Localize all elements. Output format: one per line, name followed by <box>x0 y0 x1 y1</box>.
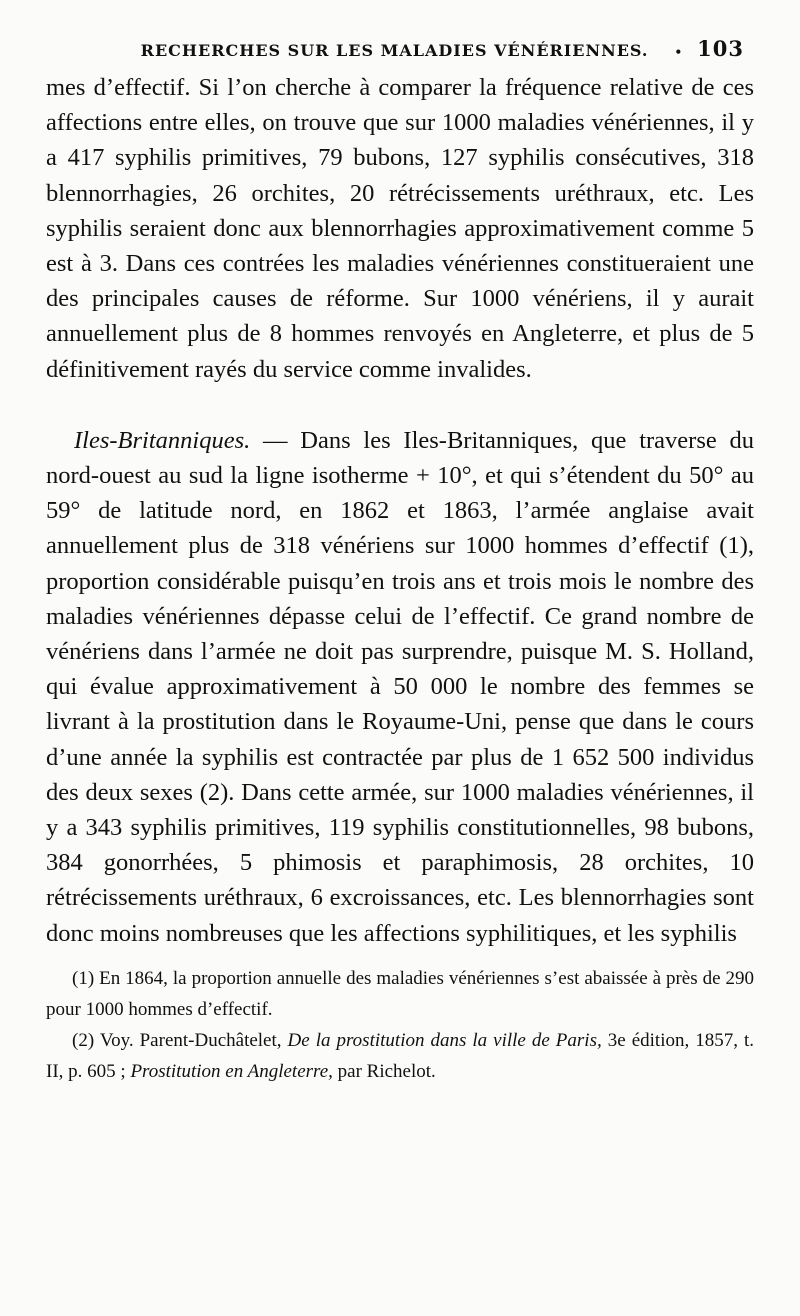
footnotes <box>46 963 754 1087</box>
page-number: 103 <box>697 36 744 61</box>
footnote-2-title-1: De la prostitution dans la ville de Paris, <box>287 1029 602 1051</box>
header-separator: • <box>674 45 684 59</box>
section-heading-iles-britanniques: Iles-Britanniques. <box>74 426 251 454</box>
paragraph-1: mes d’effectif. Si l’on cherche à comparer la fréquence relative de ces affections entre elles, on trouve que sur 1000 maladies vénériennes, il y a 417 syphilis primitives, 79 bubons, 127 syphilis consécutives, 318 blennorrhagies, 26 orchites, 20 rétrécissements uréthraux, etc. Les syphilis seraient donc aux blennorrhagies approximativement comme 5 est à 3. Dans ces contrées les maladies vénériennes constitueraient une des principales causes de réforme. Sur 1000 vénériens, il y aurait annuellement plus de 8 hommes renvoyés en Angleterre, et plus de 5 définitivement rayés du service comme invalides. <box>46 74 754 383</box>
footnote-2 <box>46 1025 754 1087</box>
running-header <box>46 36 754 68</box>
paragraph-2 <box>46 423 754 951</box>
footnote-2-title-2: Prostitution en Angleterre, <box>130 1060 333 1082</box>
footnote-1: (1) En 1864, la proportion annuelle des maladies vénériennes s’est abaissée à près de 290 pour 1000 hommes d’effectif. <box>46 967 754 1020</box>
footnote-2-prefix: (2) Voy. Parent-Duchâtelet, <box>72 1029 282 1051</box>
footnote-2-middle: 3e édition, 1857, t. II, p. 605 ; <box>46 1029 755 1082</box>
footnote-2-suffix: par Richelot. <box>337 1060 436 1082</box>
main-text <box>46 70 754 951</box>
running-title: RECHERCHES SUR LES MALADIES VÉNÉRIENNES. <box>140 41 649 60</box>
paragraph-2-text: — Dans les Iles-Britanniques, que traverse du nord-ouest au sud la ligne isotherme + 10°, et qui s’étendent du 50° au 59° de latitude nord, en 1862 et 1863, l’armée anglaise avait annuellement plus de 318 vénériens sur 1000 hommes d’effectif (1), proportion considérable puisqu’en trois ans et trois mois le nombre des maladies vénériennes dépasse celui de l’effectif. Ce grand nombre de vénériens dans l’armée ne doit pas surprendre, puisque M. S. Holland, qui évalue approximativement à 50 000 le nombre des femmes se livrant à la prostitution dans le Royaume-Uni, pense que dans le cours d’une année la syphilis est contractée par plus de 1 652 500 individus des deux sexes (2). Dans cette armée, sur 1000 maladies vénériennes, il y a 343 syphilis primitives, 119 syphilis constitutionnelles, 98 bubons, 384 gonorrhées, 5 phimosis et paraphimosis, 28 orchites, 10 rétrécissements uréthraux, 6 excroissances, etc. Les blennorrhagies sont donc moins nombreuses que les affections syphilitiques, et les syphilis <box>46 426 754 947</box>
